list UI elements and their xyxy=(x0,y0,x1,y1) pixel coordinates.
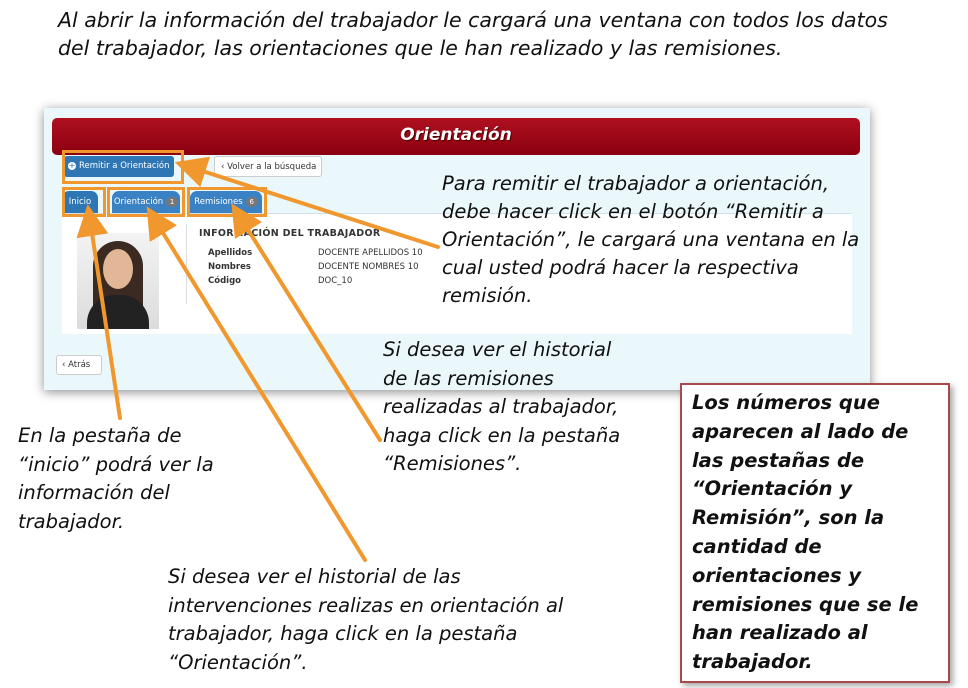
badge-explanation-note: Los números que aparecen al lado de las pestañas de “Orientación y Remisión”, son la cantidad de orientaciones y remisiones que se le han realizado al trabajador. xyxy=(680,383,950,683)
intro-text: Al abrir la información del trabajador le cargará una ventana con todos los datos del trabajador, las orientaciones que le han realizado y las remisiones. xyxy=(58,8,888,60)
info-value: DOC_10 xyxy=(318,276,353,286)
callout-inicio: En la pestaña de “inicio” podrá ver la información del trabajador. xyxy=(18,424,214,533)
callout-remit: Para remitir el trabajador a orientación, debe hacer click en el botón “Remitir a Orientación”, le cargará una ventana en la cual usted podrá hacer la respectiva remisión. xyxy=(442,172,860,307)
info-label: Apellidos xyxy=(208,248,253,258)
info-value: DOCENTE NOMBRES 10 xyxy=(318,262,419,272)
plus-circle-icon: + xyxy=(68,160,76,170)
orientacion-count-badge: 1 xyxy=(166,197,178,207)
callout-orientacion: Si desea ver el historial de las intervenciones realizas en orientación al trabajador, haga click en la pestaña “Orientación”. xyxy=(168,565,564,674)
chevron-left-icon: ‹ xyxy=(62,360,69,370)
tab-inicio-label: Inicio xyxy=(68,197,92,207)
info-title: INFORMACIÓN DEL TRABAJADOR xyxy=(199,228,381,239)
info-label: Nombres xyxy=(208,262,251,272)
info-label: Código xyxy=(208,276,241,286)
chevron-left-icon: ‹ xyxy=(221,162,228,172)
back-to-search-label: Volver a la búsqueda xyxy=(227,162,317,172)
window-title: Orientación xyxy=(400,125,512,145)
arrow-remit xyxy=(190,167,438,247)
tab-remisiones-label: Remisiones xyxy=(194,197,243,207)
remisiones-count-badge: 6 xyxy=(246,197,258,207)
tab-orientacion-label: Orientación xyxy=(113,197,164,207)
callout-remisiones: Si desea ver el historial de las remisiones realizadas al trabajador, haga click en la pestaña “Remisiones”. xyxy=(383,338,621,475)
info-value: DOCENTE APELLIDOS 10 xyxy=(318,248,423,258)
remit-orientation-label: Remitir a Orientación xyxy=(79,161,170,171)
arrow-inicio xyxy=(90,220,120,418)
arrow-remisiones xyxy=(240,217,380,440)
back-label: Atrás xyxy=(68,360,91,370)
